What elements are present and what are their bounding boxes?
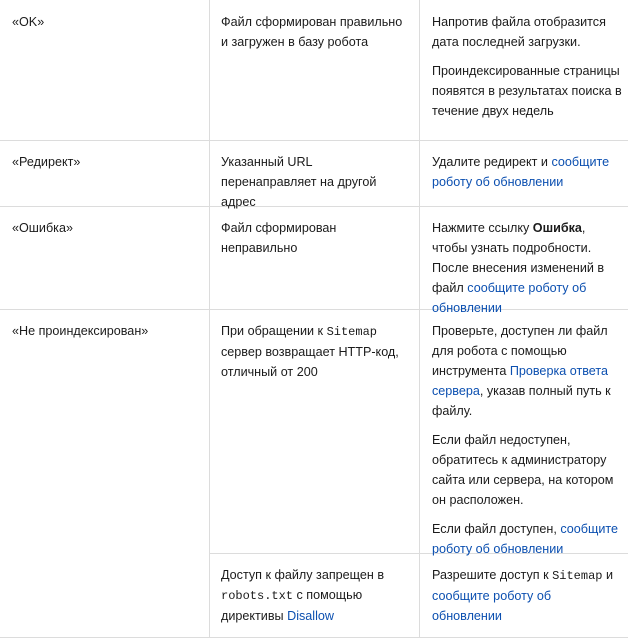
code-sitemap: Sitemap	[552, 569, 603, 583]
description-cell	[221, 152, 411, 212]
description-cell	[221, 321, 411, 382]
column-divider	[209, 0, 210, 638]
status-cell	[12, 321, 202, 341]
notify-robot-link[interactable]: сообщите роботу об обновлении	[432, 522, 619, 556]
notify-robot-link[interactable]: сообщите роботу об обновлении	[432, 281, 587, 315]
description-text: сервер возвращает HTTP-код, отличный от 200	[221, 345, 399, 379]
action-cell	[432, 565, 622, 626]
notify-robot-link[interactable]: сообщите роботу об обновлении	[432, 155, 610, 189]
row-divider	[0, 637, 628, 638]
status-label: «OK»	[12, 15, 45, 29]
action-paragraph	[432, 519, 622, 559]
description-text: Указанный URL перенаправляет на другой адрес	[221, 155, 377, 209]
description-text: Файл сформирован неправильно	[221, 221, 337, 255]
action-text: Разрешите доступ к	[432, 568, 553, 582]
status-label: «Редирект»	[12, 155, 81, 169]
action-cell	[432, 152, 622, 192]
description-text: Доступ к файлу запрещен в	[221, 568, 385, 582]
action-text: Если файл доступен,	[432, 522, 561, 536]
action-text: Проверьте, доступен ли файл для робота с помощью инструмента	[432, 324, 608, 378]
action-text: Удалите редирект и	[432, 155, 552, 169]
row-divider	[0, 140, 628, 141]
description-text: с помощью директивы	[221, 588, 363, 623]
action-cell	[432, 218, 622, 318]
action-text: Напротив файла отобразится дата последней загрузки.	[432, 15, 606, 49]
action-text: и	[602, 568, 614, 582]
column-divider	[419, 0, 420, 638]
status-cell	[12, 152, 202, 172]
description-text: Файл сформирован правильно и загружен в базу робота	[221, 15, 403, 49]
status-label: «Ошибка»	[12, 221, 73, 235]
status-cell	[12, 12, 202, 32]
action-cell	[432, 321, 622, 568]
code-robots-txt: robots.txt	[221, 589, 294, 603]
status-label: «Не проиндексирован»	[12, 324, 149, 338]
description-cell	[221, 565, 411, 626]
description-cell	[221, 12, 411, 52]
action-text: Нажмите ссылку	[432, 221, 533, 235]
notify-robot-link[interactable]: сообщите роботу об обновлении	[432, 589, 552, 623]
action-cell	[432, 12, 622, 130]
action-paragraph	[432, 321, 622, 421]
status-cell	[12, 218, 202, 238]
disallow-link[interactable]: Disallow	[287, 609, 334, 623]
description-cell	[221, 218, 411, 258]
action-text: Проиндексированные страницы появятся в результатах поиска в течение двух недель	[432, 64, 622, 118]
code-sitemap: Sitemap	[326, 325, 377, 339]
action-text: , чтобы узнать подробности. После внесения изменений в файл	[432, 221, 605, 295]
action-text: , указав полный путь к файлу.	[432, 384, 611, 418]
error-link-name: Ошибка	[532, 221, 582, 235]
server-response-check-link[interactable]: Проверка ответа сервера	[432, 364, 608, 398]
action-text: Если файл недоступен, обратитесь к администратору сайта или сервера, на котором он расположен.	[432, 433, 614, 507]
description-text: При обращении к	[221, 324, 327, 338]
